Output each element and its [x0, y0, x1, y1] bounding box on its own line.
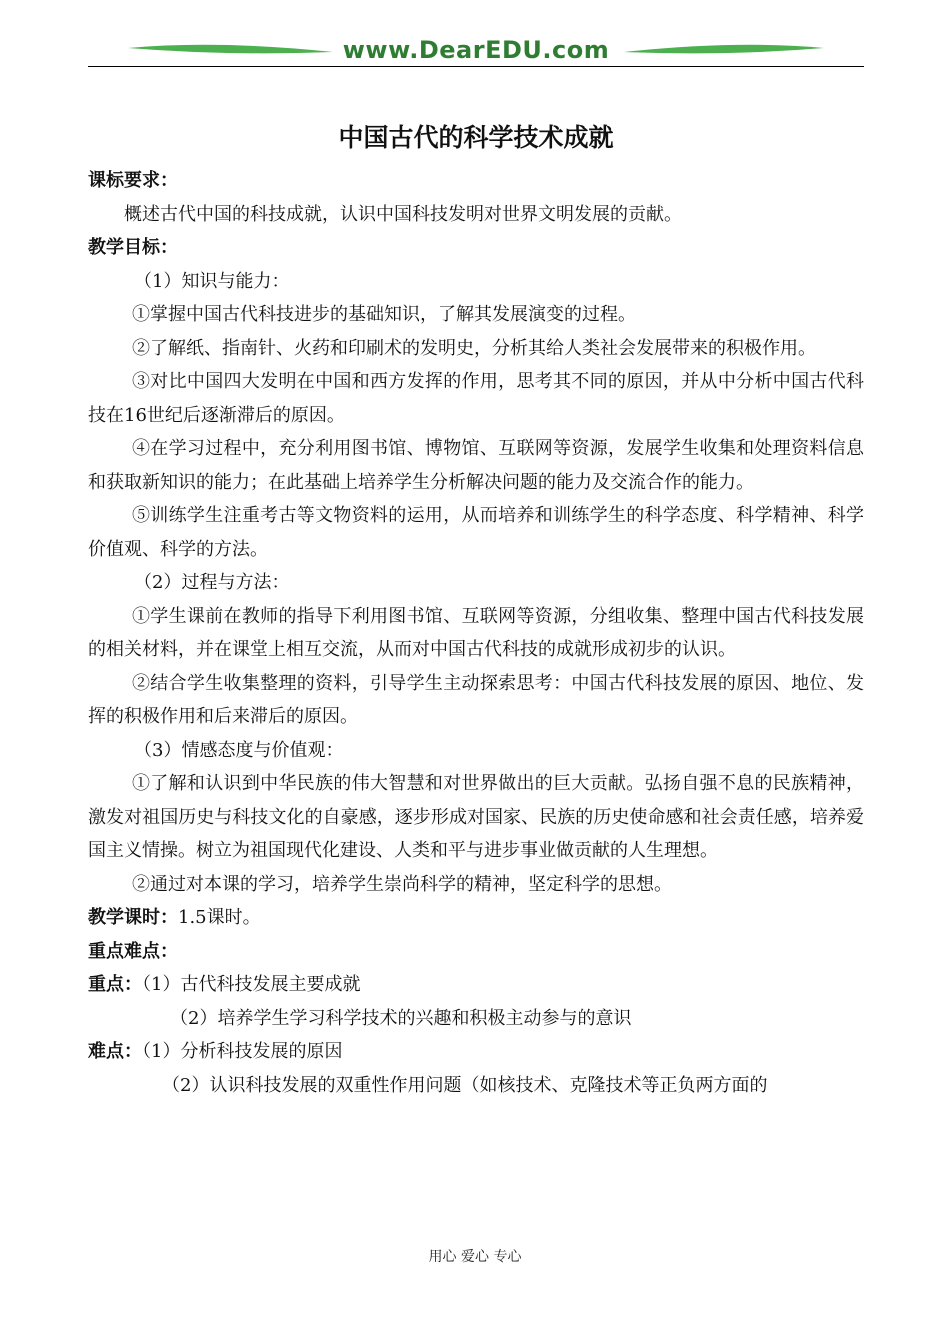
- page-header: [88, 30, 864, 70]
- goal-item: ②了解纸、指南针、火药和印刷术的发明史，分析其给人类社会发展带来的积极作用。: [132, 337, 816, 359]
- difficult-point: [88, 1035, 864, 1069]
- difficult-point-label: 难点：: [88, 1041, 142, 1062]
- goal-item: ①了解和认识到中华民族的伟大智慧和对世界做出的巨大贡献。弘扬自强不息的民族精神，激发对祖国历史与科技文化的自豪感，逐步形成对国家、民族的历史使命感和社会责任感，培养爱国主义情操。树立为祖国现代化建设、人类和平与进步事业做贡献的人生理想。: [88, 773, 864, 861]
- goal-item: ①掌握中国古代科技进步的基础知识，了解其发展演变的过程。: [132, 304, 636, 325]
- key-point-text: （1）古代科技发展主要成就: [142, 974, 361, 995]
- hours-label: 教学课时：: [88, 907, 178, 928]
- section-heading-goals: 教学目标：: [88, 237, 178, 258]
- section-heading-kb: 课标要求：: [88, 170, 178, 191]
- goal-item: ④在学习过程中，充分利用图书馆、博物馆、互联网等资源，发展学生收集和处理资料信息和获取新知识的能力；在此基础上培养学生分析解决问题的能力及交流合作的能力。: [88, 438, 864, 493]
- hours-text: 1.5课时。: [178, 907, 261, 928]
- subheading-knowledge: （1）知识与能力：: [134, 270, 290, 292]
- document-title: 中国古代的科学技术成就: [338, 123, 614, 152]
- teaching-hours: [88, 901, 864, 935]
- page-footer: 用心 爱心 专心: [428, 1249, 522, 1265]
- key-point-label: 重点：: [88, 974, 142, 995]
- difficult-point-text: （2）认识科技发展的双重性作用问题（如核技术、克隆技术等正负两方面的: [162, 1074, 768, 1096]
- goal-item: ⑤训练学生注重考古等文物资料的运用，从而培养和训练学生的科学态度、科学精神、科学价值观、科学的方法。: [88, 505, 864, 560]
- key-point-text: （2）培养学生学习科学技术的兴趣和积极主动参与的意识: [170, 1007, 632, 1029]
- header-rule: [88, 66, 864, 67]
- key-point: [88, 968, 864, 1002]
- goal-item: ③对比中国四大发明在中国和西方发挥的作用，思考其不同的原因，并从中分析中国古代科技在16世纪后逐渐滞后的原因。: [88, 371, 864, 426]
- section-heading-keypoints: 重点难点：: [88, 940, 178, 962]
- subheading-attitude: （3）情感态度与价值观：: [134, 739, 344, 761]
- goal-item: ②通过对本课的学习，培养学生崇尚科学的精神，坚定科学的思想。: [132, 873, 672, 895]
- goal-item: ①学生课前在教师的指导下利用图书馆、互联网等资源，分组收集、整理中国古代科技发展的相关材料，并在课堂上相互交流，从而对中国古代科技的成就形成初步的认识。: [88, 605, 864, 660]
- site-logo-text: www.DearEDU.com: [342, 36, 610, 64]
- difficult-point-text: （1）分析科技发展的原因: [142, 1041, 343, 1062]
- kb-text: 概述古代中国的科技成就，认识中国科技发明对世界文明发展的贡献。: [124, 203, 682, 225]
- subheading-process: （2）过程与方法：: [134, 572, 290, 593]
- goal-item: ②结合学生收集整理的资料，引导学生主动探索思考：中国古代科技发展的原因、地位、发挥的积极作用和后来滞后的原因。: [88, 672, 864, 727]
- document-body: [88, 118, 864, 1102]
